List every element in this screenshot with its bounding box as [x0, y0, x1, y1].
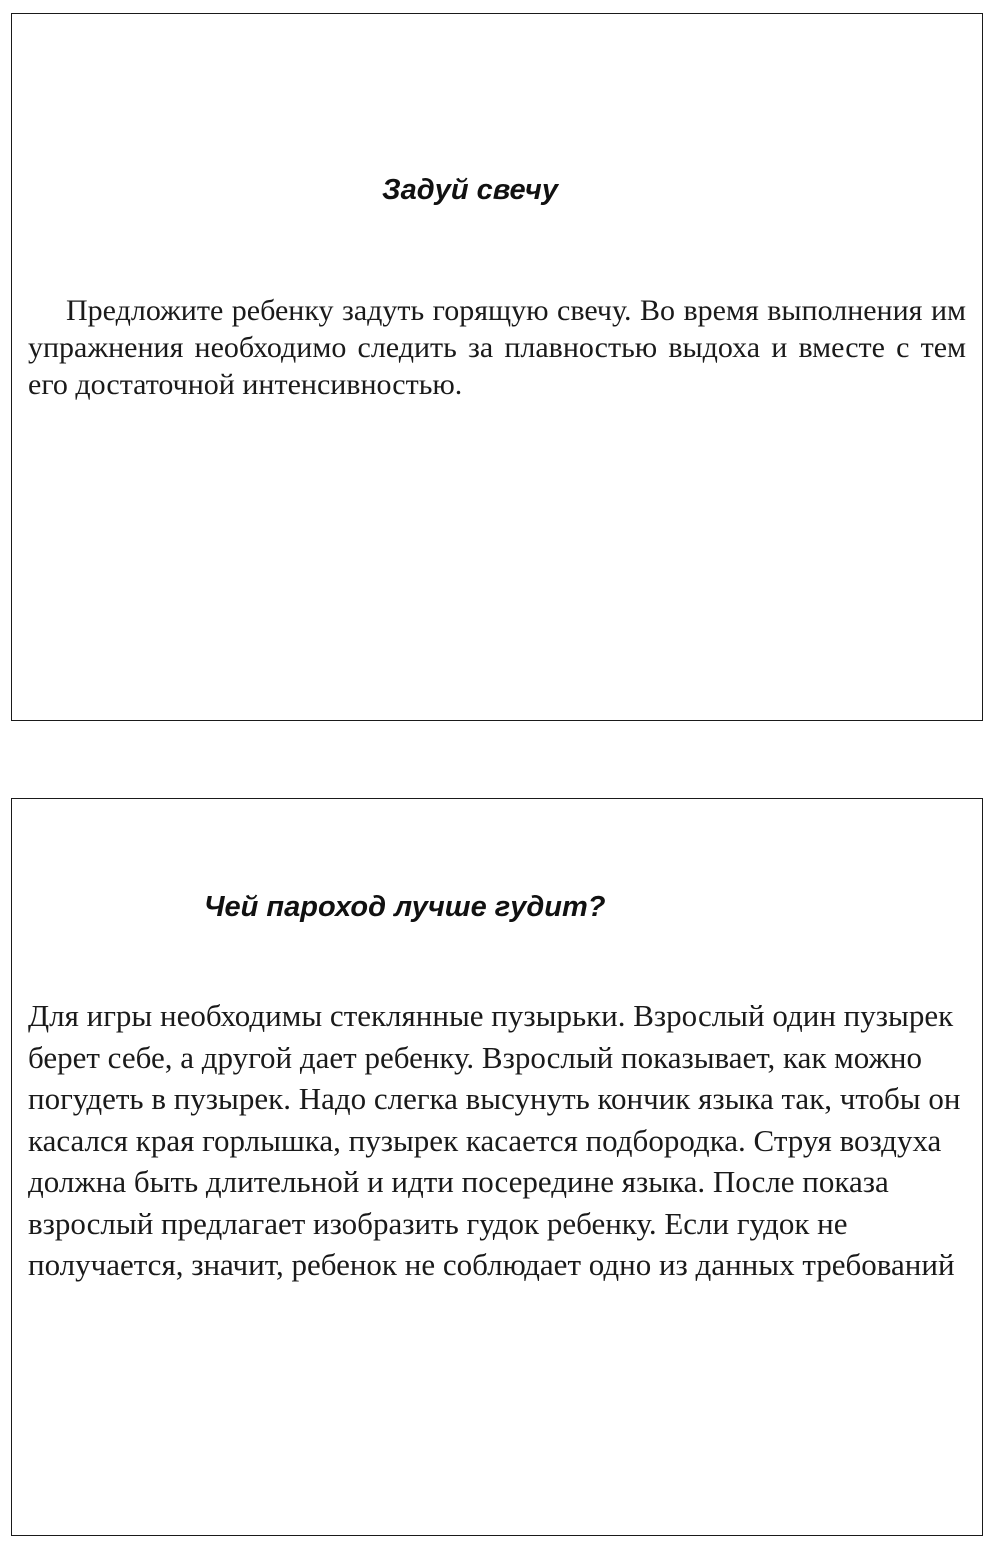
card-description: Предложите ребенку задуть горящую свечу. Во время выполнения им упражнения необходимо следить за плавностью выдоха и вместе с тем его достаточной интенсивностью.: [28, 294, 966, 401]
exercise-card-blow-candle: [11, 13, 983, 721]
card-title: Чей пароход лучше гудит?: [204, 891, 606, 923]
card-description: Для игры необходимы стеклянные пузырьки. Взрослый один пузырек берет себе, а другой дает ребенку. Взрослый показывает, как можно погудеть в пузырек. Надо слегка высунуть кончик языка так, чтобы он касался края горлышка, пузырек касается подбородка. Струя воздуха должна быть длительной и идти посередине языка. После показа взрослый предлагает изобразить гудок ребенку. Если гудок не получается, значит, ребенок не соблюдает одно из данных требований: [28, 998, 961, 1282]
card-title: Задуй свечу: [382, 174, 558, 206]
exercise-card-steamboat: [11, 798, 983, 1536]
